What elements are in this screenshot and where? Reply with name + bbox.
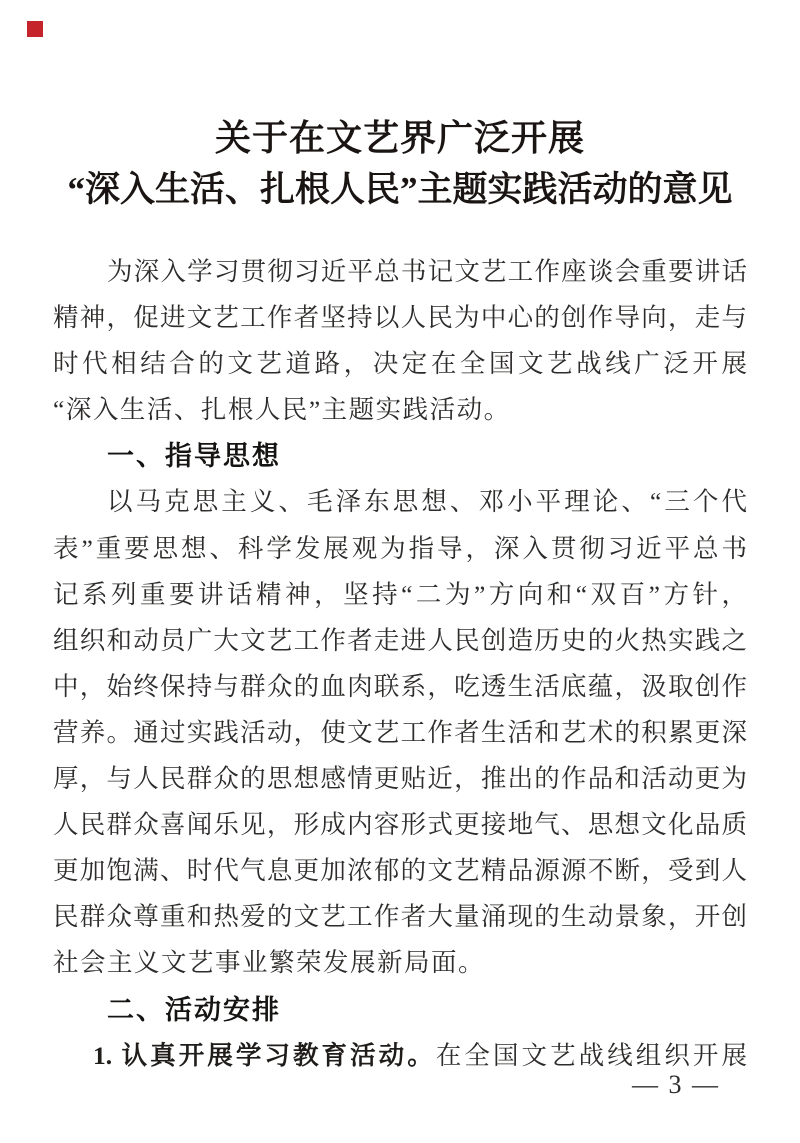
section-1-line: 组织和动员广大文艺工作者走进人民创造历史的火热实践之 <box>53 625 747 655</box>
section-1-line: 中，始终保持与群众的血肉联系，吃透生活底蕴，汲取创作 <box>53 671 747 701</box>
section-1-heading: 一、指导思想 <box>107 441 281 472</box>
section-1-line: 表”重要思想、科学发展观为指导，深入贯彻习近平总书 <box>53 533 747 563</box>
section-1-line: 厚，与人民群众的思想感情更贴近，推出的作品和活动更为 <box>53 764 747 794</box>
section-1-line: 人民群众喜闻乐见，形成内容形式更接地气、思想文化品质 <box>53 810 747 840</box>
intro-line: 为深入学习贯彻习近平总书记文艺工作座谈会重要讲话 <box>107 257 747 286</box>
section-1-line: 记系列重要讲话精神，坚持“二为”方向和“双百”方针， <box>53 579 747 609</box>
section-2-heading: 二、活动安排 <box>107 994 281 1025</box>
intro-line: “深入生活、扎根人民”主题实践活动。 <box>53 395 511 425</box>
section-1-line: 民群众尊重和热爱的文艺工作者大量涌现的生动景象，开创 <box>53 902 747 932</box>
section-2-item-1-rest: 在全国文艺战线组织开展 <box>435 1040 747 1070</box>
section-2-item-1-lead: 1. 认真开展学习教育活动。 <box>93 1040 436 1070</box>
document-body <box>53 249 747 1079</box>
document-title-line-2: “深入生活、扎根人民”主题实践活动的意见 <box>67 170 733 209</box>
section-1-line: 营养。通过实践活动，使文艺工作者生活和艺术的积累更深 <box>53 717 747 747</box>
section-1-line: 以马克思主义、毛泽东思想、邓小平理论、“三个代 <box>107 487 747 517</box>
intro-line: 精神，促进文艺工作者坚持以人民为中心的创作导向，走与 <box>53 303 747 333</box>
document-title-line-1: 关于在文艺界广泛开展 <box>214 118 585 158</box>
red-scan-mark <box>27 21 43 37</box>
intro-line: 时代相结合的文艺道路，决定在全国文艺战线广泛开展 <box>53 349 747 379</box>
page-number: — 3 — <box>632 1070 720 1099</box>
section-1-line: 更加饱满、时代气息更加浓郁的文艺精品源源不断，受到人 <box>53 856 747 886</box>
section-1-line: 社会主义文艺事业繁荣发展新局面。 <box>53 948 486 978</box>
